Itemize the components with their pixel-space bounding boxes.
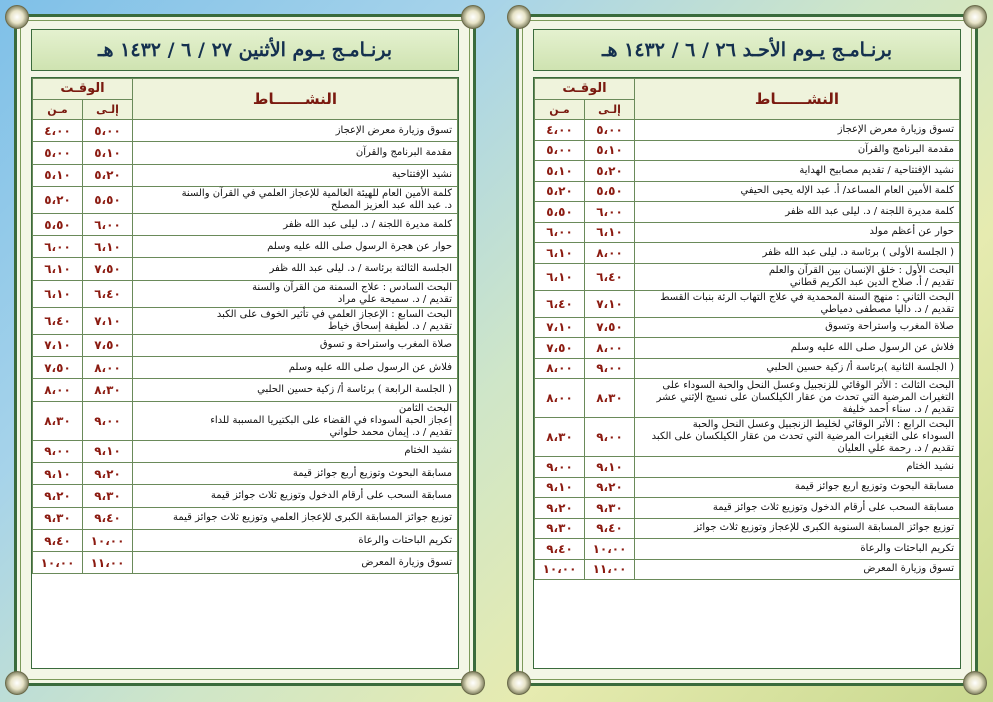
end-time-cell: ٩،٣٠	[83, 485, 133, 507]
activity-line: نشيد الختام	[906, 460, 954, 472]
start-time-cell: ٩،٢٠	[33, 485, 83, 507]
end-time-cell: ٥،٢٠	[585, 161, 635, 182]
start-time-cell: ٩،٣٠	[535, 518, 585, 539]
start-time-cell: ٨،٠٠	[33, 379, 83, 401]
activity-line: البحث الثالث : الأثر الوقائي للزنجبيل وعسل النحل والحبة السوداء على	[662, 380, 954, 391]
activity-cell	[635, 290, 960, 317]
activity-line: تقديم / د. رحمة علي العليان	[837, 443, 954, 454]
schedule-row	[535, 181, 960, 202]
start-time-cell: ٧،٥٠	[535, 338, 585, 359]
schedule-row	[535, 222, 960, 243]
activity-line: فلاش عن الرسول صلى الله عليه وسلم	[288, 361, 452, 373]
end-time-cell: ١٠،٠٠	[83, 529, 133, 551]
monday-schedule-table	[32, 78, 458, 574]
activity-line: البحث الثاني : منهج السنة المحمدية في علاج التهاب الرئة بنبات القسط	[660, 291, 954, 303]
start-time-cell: ٩،١٠	[535, 477, 585, 498]
end-time-cell: ٩،١٠	[585, 457, 635, 478]
activity-line: مسابقة السحب على أرقام الدخول وتوزيع ثلاث جوائز قيمة	[712, 501, 954, 513]
activity-cell	[133, 529, 458, 551]
start-time-cell: ٧،١٠	[535, 317, 585, 338]
schedule-row	[535, 120, 960, 141]
activity-cell	[133, 120, 458, 142]
corner-ornament-icon	[461, 671, 485, 695]
end-time-cell: ٧،٥٠	[83, 334, 133, 356]
schedule-row	[33, 236, 458, 258]
activity-line: البحث السابع : الإعجاز العلمي في تأثير الخوف على الكبد	[216, 308, 452, 320]
monday-program-title: برنـامـج يـوم الأثنين ٢٧ / ٦ / ١٤٣٢ هـ	[31, 29, 459, 71]
end-time-cell: ٨،٠٠	[585, 338, 635, 359]
start-time-cell: ٥،٥٠	[33, 213, 83, 235]
activity-line: نشيد الإفتتاحية / تقديم مصابيح الهداية	[799, 164, 954, 176]
activity-line: تسوق وزيارة معرض الإعجاز	[837, 123, 954, 135]
schedule-row	[535, 317, 960, 338]
start-time-cell: ٩،٤٠	[535, 539, 585, 560]
start-time-cell: ٥،٠٠	[535, 140, 585, 161]
schedule-row	[33, 142, 458, 164]
schedule-row	[33, 258, 458, 280]
schedule-row	[535, 338, 960, 359]
activity-cell	[635, 161, 960, 182]
corner-ornament-icon	[461, 5, 485, 29]
end-time-cell: ٦،٤٠	[83, 280, 133, 307]
start-time-cell: ٨،٠٠	[535, 358, 585, 379]
start-time-cell: ٩،١٠	[33, 462, 83, 484]
activity-line: البحث الأول : خلق الإنسان بين القرآن والعلم	[768, 264, 954, 276]
activity-cell	[635, 120, 960, 141]
end-time-cell: ١١،٠٠	[83, 552, 133, 574]
start-time-cell: ٦،٠٠	[33, 236, 83, 258]
start-time-cell: ٩،٠٠	[33, 440, 83, 462]
activity-header: النشــــــاط	[133, 79, 458, 120]
corner-ornament-icon	[507, 5, 531, 29]
start-time-cell: ٦،١٠	[33, 258, 83, 280]
activity-line: تكريم الباحثات والرعاة	[358, 534, 452, 546]
end-time-cell: ٥،٥٠	[83, 186, 133, 213]
end-time-cell: ٨،٠٠	[83, 357, 133, 379]
activity-line: ( الجلسة الأولى ) برئاسة د. ليلى عبد الله ظفر	[762, 246, 954, 258]
schedule-row	[33, 401, 458, 440]
activity-cell	[635, 317, 960, 338]
activity-line: د. عبد الله عبد العزيز المصلح	[330, 199, 452, 211]
end-time-cell: ١٠،٠٠	[585, 539, 635, 560]
schedule-row	[535, 140, 960, 161]
start-time-cell: ٨،٣٠	[33, 401, 83, 440]
end-time-cell: ٩،٣٠	[585, 498, 635, 519]
activity-line: تقديم / د. إيمان محمد حلواني	[329, 426, 452, 438]
start-time-cell: ١٠،٠٠	[535, 559, 585, 580]
activity-cell	[635, 202, 960, 223]
activity-line: فلاش عن الرسول صلى الله عليه وسلم	[790, 341, 954, 353]
activity-cell	[133, 164, 458, 186]
activity-cell	[635, 477, 960, 498]
activity-cell	[133, 401, 458, 440]
activity-line: مسابقة البحوث وتوزيع اربع جوائز قيمة	[794, 481, 954, 493]
activity-cell	[133, 485, 458, 507]
schedule-row	[33, 485, 458, 507]
start-time-cell: ٧،١٠	[33, 334, 83, 356]
activity-line: كلمة مديرة اللجنة / د. ليلى عبد الله ظفر	[283, 218, 452, 230]
activity-line: نشيد الإفتتاحية	[391, 169, 452, 181]
sunday-schedule-table	[534, 78, 960, 580]
activity-line: كلمة مديرة اللجنة / د. ليلى عبد الله ظفر	[785, 205, 954, 217]
end-time-cell: ٩،١٠	[83, 440, 133, 462]
activity-line: مسابقة السحب على أرقام الدخول وتوزيع ثلاث جوائز قيمة	[210, 489, 452, 501]
schedule-row	[33, 164, 458, 186]
end-time-cell: ٨،٣٠	[83, 379, 133, 401]
schedule-row	[33, 280, 458, 307]
from-header: مـن	[33, 99, 83, 120]
start-time-cell: ٦،٤٠	[33, 307, 83, 334]
end-time-cell: ٦،٠٠	[585, 202, 635, 223]
start-time-cell: ٥،٥٠	[535, 202, 585, 223]
start-time-cell: ٦،١٠	[33, 280, 83, 307]
end-time-cell: ٧،٥٠	[83, 258, 133, 280]
activity-line: توزيع جوائز المسابقة السنوية الكبرى للإعجاز وتوزيع ثلاث جوائز	[694, 522, 954, 534]
end-time-cell: ٥،٠٠	[585, 120, 635, 141]
activity-line: صلاة المغرب واستراحة و تسوق	[319, 339, 452, 351]
activity-cell	[635, 140, 960, 161]
activity-line: التغيرات المرضية التي تحدث من عقار الكيلكسان على نسيج الإثني عشر	[656, 392, 954, 403]
corner-ornament-icon	[963, 671, 987, 695]
start-time-cell: ٦،١٠	[535, 243, 585, 264]
activity-cell	[133, 334, 458, 356]
schedule-row	[33, 186, 458, 213]
schedule-row	[535, 358, 960, 379]
activity-line: تسوق وزيارة معرض الإعجاز	[335, 124, 452, 136]
start-time-cell: ٩،٠٠	[535, 457, 585, 478]
activity-line: تكريم الباحثات والرعاة	[860, 542, 954, 554]
sunday-program-panel	[516, 14, 978, 686]
activity-line: حوار عن أعظم مولد	[869, 226, 954, 238]
schedule-row	[535, 498, 960, 519]
activity-cell	[635, 358, 960, 379]
activity-line: ( الجلسة الثانية )برئاسة أ/ زكية حسين الحلبي	[766, 362, 954, 374]
schedule-row	[33, 334, 458, 356]
end-time-cell: ٥،١٠	[83, 142, 133, 164]
schedule-row	[535, 263, 960, 290]
corner-ornament-icon	[5, 5, 29, 29]
end-time-cell: ٩،٠٠	[585, 358, 635, 379]
schedule-row	[535, 243, 960, 264]
end-time-cell: ٥،٠٠	[83, 120, 133, 142]
activity-line: كلمة الأمين العام المساعد/ أ. عبد الإله يحيى الحيفي	[740, 185, 954, 197]
activity-line: ( الجلسة الرابعة ) برئاسة أ/ زكية حسين الحلبي	[257, 384, 452, 396]
schedule-row	[33, 357, 458, 379]
schedule-row	[33, 379, 458, 401]
schedule-row	[535, 518, 960, 539]
schedule-row	[33, 507, 458, 529]
activity-line: صلاة المغرب واستراحة وتسوق	[825, 321, 954, 333]
start-time-cell: ٤،٠٠	[535, 120, 585, 141]
schedule-row	[535, 290, 960, 317]
activity-cell	[635, 518, 960, 539]
start-time-cell: ٥،١٠	[33, 164, 83, 186]
activity-line: نشيد الختام	[404, 445, 452, 457]
monday-schedule-table-box	[31, 77, 459, 669]
activity-line: البحث الثامن	[398, 402, 452, 414]
activity-line: تقديم / د. سميحة علي مراد	[337, 293, 452, 305]
activity-line: كلمة الأمين العام للهيئة العالمية للإعجاز العلمي في القرآن والسنة	[181, 187, 452, 199]
start-time-cell: ٥،١٠	[535, 161, 585, 182]
activity-cell	[635, 222, 960, 243]
schedule-row	[33, 552, 458, 574]
activity-line: البحث السادس : علاج السمنة من القرآن والسنة	[252, 281, 452, 293]
activity-cell	[133, 213, 458, 235]
sunday-schedule-rows	[535, 120, 960, 580]
activity-cell	[635, 539, 960, 560]
end-time-cell: ٦،١٠	[585, 222, 635, 243]
activity-line: حوار عن هجرة الرسول صلى الله عليه وسلم	[267, 240, 452, 252]
sunday-schedule-table-box	[533, 77, 961, 669]
start-time-cell: ٩،٢٠	[535, 498, 585, 519]
schedule-row	[33, 440, 458, 462]
monday-schedule-rows	[33, 120, 458, 574]
end-time-cell: ٩،٤٠	[83, 507, 133, 529]
activity-cell	[133, 507, 458, 529]
sunday-program-title: برنـامـج يـوم الأحـد ٢٦ / ٦ / ١٤٣٢ هـ	[533, 29, 961, 71]
activity-line: الجلسة الثالثة برئاسة / د. ليلى عبد الله ظفر	[269, 263, 452, 275]
end-time-cell: ١١،٠٠	[585, 559, 635, 580]
schedule-row	[535, 202, 960, 223]
end-time-cell: ٥،٢٠	[83, 164, 133, 186]
schedule-row	[535, 457, 960, 478]
start-time-cell: ٥،٠٠	[33, 142, 83, 164]
end-time-cell: ٧،١٠	[585, 290, 635, 317]
activity-cell	[635, 181, 960, 202]
schedule-row	[33, 529, 458, 551]
end-time-cell: ٨،٣٠	[585, 379, 635, 418]
schedule-row	[535, 379, 960, 418]
activity-line: مسابقة البحوث وتوزيع أربع جوائز قيمة	[292, 467, 452, 479]
activity-cell	[133, 552, 458, 574]
to-header: إلـى	[83, 99, 133, 120]
activity-cell	[133, 462, 458, 484]
activity-cell	[133, 440, 458, 462]
activity-cell	[635, 243, 960, 264]
time-header: الوقـت	[535, 79, 635, 100]
schedule-row	[535, 418, 960, 457]
end-time-cell: ٥،٥٠	[585, 181, 635, 202]
start-time-cell: ٨،٣٠	[535, 418, 585, 457]
schedule-row	[33, 462, 458, 484]
schedule-row	[33, 307, 458, 334]
activity-line: مقدمة البرنامج والقرآن	[355, 146, 452, 158]
monday-program-panel	[14, 14, 476, 686]
schedule-row	[535, 539, 960, 560]
end-time-cell: ٩،٢٠	[585, 477, 635, 498]
activity-cell	[133, 186, 458, 213]
activity-line: البحث الرابع : الأثر الوقائي لخليط الزنجبيل وعسل النحل والحبة	[692, 419, 954, 430]
start-time-cell: ٥،٢٠	[535, 181, 585, 202]
end-time-cell: ٦،٠٠	[83, 213, 133, 235]
start-time-cell: ٥،٢٠	[33, 186, 83, 213]
start-time-cell: ٦،١٠	[535, 263, 585, 290]
activity-line: إعجاز الحبة السوداء في القضاء على البكتيريا المسببة للداء	[210, 414, 452, 426]
activity-cell	[133, 280, 458, 307]
end-time-cell: ٥،١٠	[585, 140, 635, 161]
activity-line: تسوق وزيارة المعرض	[361, 556, 452, 568]
activity-cell	[133, 258, 458, 280]
end-time-cell: ٧،١٠	[83, 307, 133, 334]
schedule-row	[535, 477, 960, 498]
corner-ornament-icon	[5, 671, 29, 695]
end-time-cell: ٩،٤٠	[585, 518, 635, 539]
activity-line: تقديم / د. داليا مصطفى دمياطي	[820, 303, 954, 315]
end-time-cell: ٨،٠٠	[585, 243, 635, 264]
activity-line: توزيع جوائز المسابقة الكبرى للإعجاز العلمي وتوزيع ثلاث جوائز قيمة	[172, 512, 452, 524]
activity-line: تقديم / د. سناء أحمد خليفة	[842, 404, 954, 415]
activity-cell	[133, 236, 458, 258]
end-time-cell: ٩،٠٠	[585, 418, 635, 457]
activity-cell	[635, 263, 960, 290]
schedule-row	[535, 559, 960, 580]
start-time-cell: ٦،٠٠	[535, 222, 585, 243]
activity-line: مقدمة البرنامج والقرآن	[857, 144, 954, 156]
start-time-cell: ٩،٤٠	[33, 529, 83, 551]
activity-line: تقديم / أ. صلاح الدين عبد الكريم قطاني	[789, 276, 954, 288]
end-time-cell: ٩،٠٠	[83, 401, 133, 440]
end-time-cell: ٧،٥٠	[585, 317, 635, 338]
activity-cell	[635, 498, 960, 519]
end-time-cell: ٦،١٠	[83, 236, 133, 258]
activity-line: السوداء على التغيرات المرضية التي تحدث من عقار الكيلكسان على الكبد	[651, 431, 954, 442]
activity-cell	[133, 357, 458, 379]
start-time-cell: ١٠،٠٠	[33, 552, 83, 574]
time-header: الوقـت	[33, 79, 133, 100]
activity-line: تقديم / د. لطيفة إسحاق خياط	[327, 320, 452, 332]
activity-cell	[635, 379, 960, 418]
activity-header: النشــــــاط	[635, 79, 960, 120]
activity-cell	[635, 559, 960, 580]
activity-line: تسوق وزيارة المعرض	[863, 563, 954, 575]
activity-cell	[133, 379, 458, 401]
start-time-cell: ٩،٣٠	[33, 507, 83, 529]
activity-cell	[635, 457, 960, 478]
schedule-row	[33, 120, 458, 142]
end-time-cell: ٩،٢٠	[83, 462, 133, 484]
activity-cell	[635, 338, 960, 359]
corner-ornament-icon	[507, 671, 531, 695]
schedule-row	[33, 213, 458, 235]
activity-cell	[133, 307, 458, 334]
start-time-cell: ٦،٤٠	[535, 290, 585, 317]
activity-cell	[133, 142, 458, 164]
from-header: مـن	[535, 99, 585, 120]
end-time-cell: ٦،٤٠	[585, 263, 635, 290]
start-time-cell: ٨،٠٠	[535, 379, 585, 418]
activity-cell	[635, 418, 960, 457]
start-time-cell: ٧،٥٠	[33, 357, 83, 379]
to-header: إلـى	[585, 99, 635, 120]
start-time-cell: ٤،٠٠	[33, 120, 83, 142]
corner-ornament-icon	[963, 5, 987, 29]
schedule-row	[535, 161, 960, 182]
